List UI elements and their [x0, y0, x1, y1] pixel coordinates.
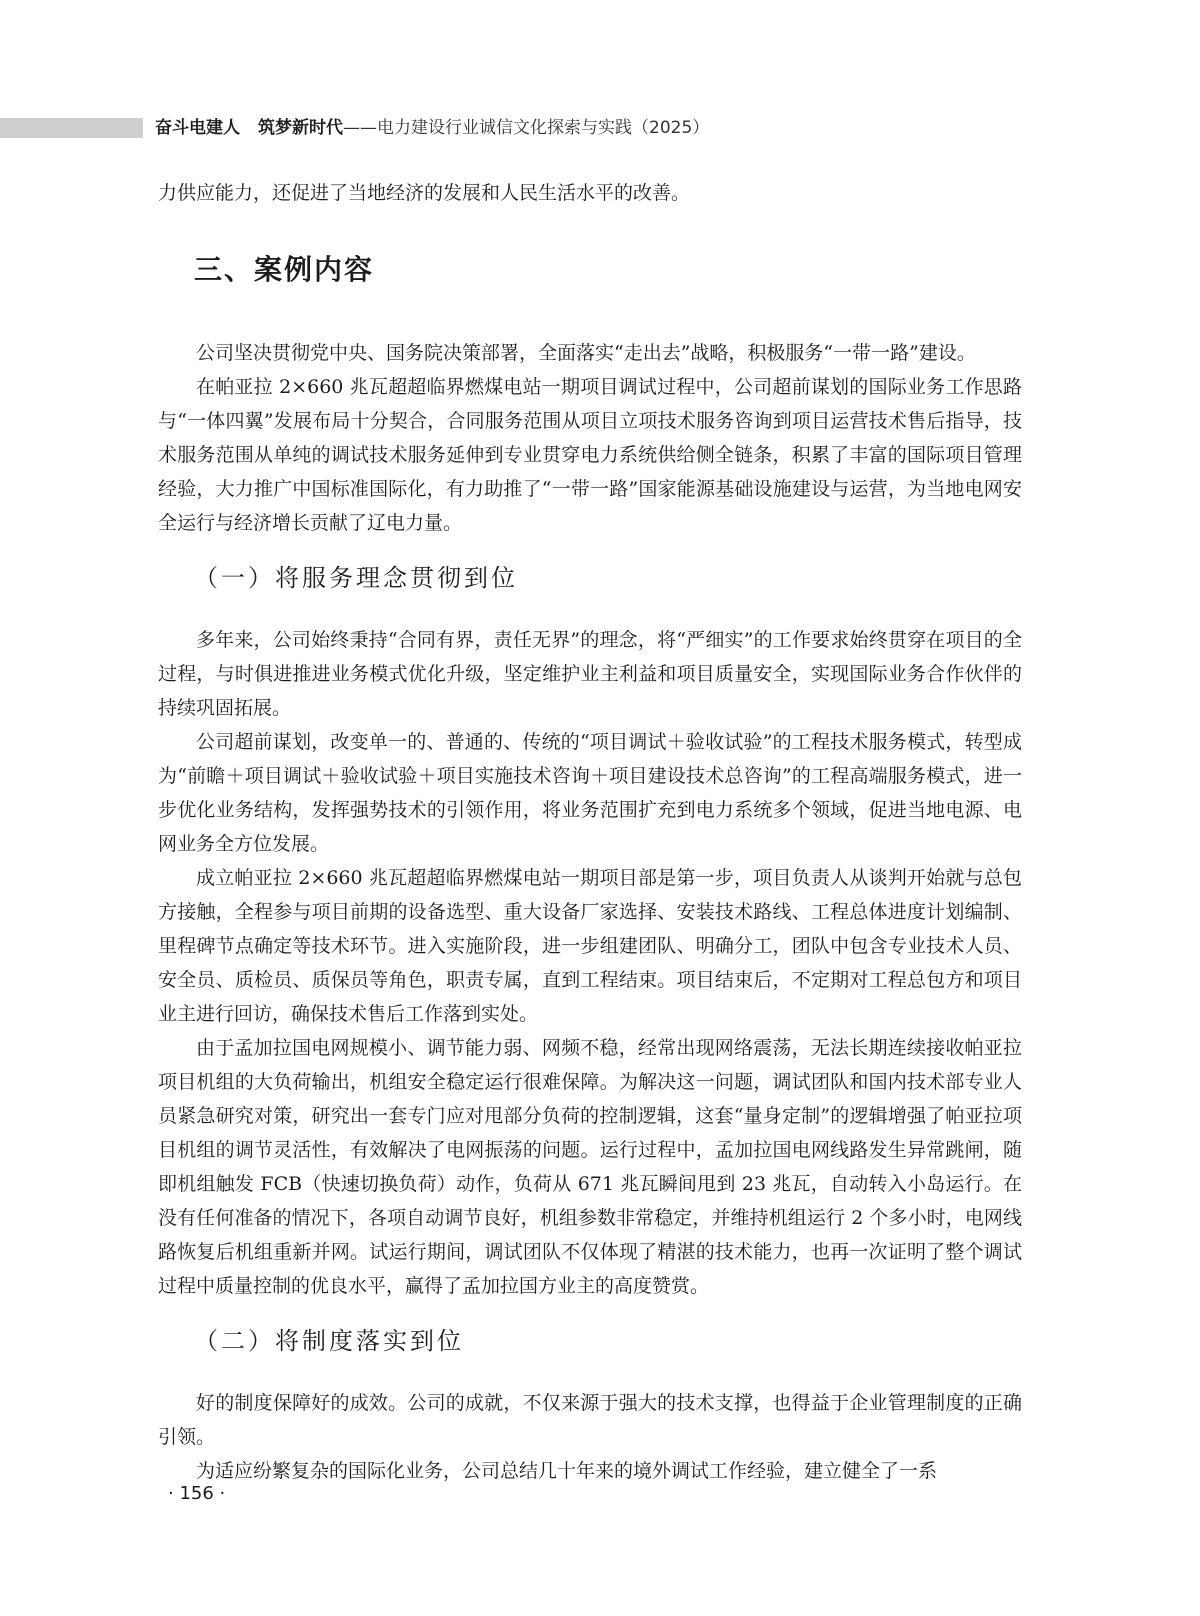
paragraph: 公司超前谋划，改变单一的、普通的、传统的“项目调试＋验收试验”的工程技术服务模式，转型成为“前瞻＋项目调试＋验收试验＋项目实施技术咨询＋项目建设技术总咨询”的工程高端服务模式，进一步优化业务结构，发挥强势技术的引领作用，将业务范围扩充到电力系统多个领域，促进当地电源、电网业务全方位发展。: [158, 731, 1022, 855]
paragraph: 成立帕亚拉 2×660 兆瓦超超临界燃煤电站一期项目部是第一步，项目负责人从谈判开始就与总包方接触，全程参与项目前期的设备选型、重大设备厂家选择、安装技术路线、工程总体进度计划编制、里程碑节点确定等技术环节。进入实施阶段，进一步组建团队、明确分工，团队中包含专业技术人员、安全员、质检员、质保员等角色，职责专属，直到工程结束。项目结束后，不定期对工程总包方和项目业主进行回访，确保技术售后工作落到实处。: [158, 867, 1022, 1025]
paragraph-continued: 力供应能力，还促进了当地经济的发展和人民生活水平的改善。: [158, 182, 691, 204]
subsection-heading-1: （一）将服务理念贯彻到位: [194, 564, 518, 592]
section-heading-3: 三、案例内容: [194, 253, 375, 286]
page-number: · 156 ·: [168, 1483, 226, 1504]
paragraph: 多年来，公司始终秉持“合同有界，责任无界”的理念，将“严细实”的工作要求始终贯穿在项目的全过程，与时俱进推进业务模式优化升级，坚定维护业主利益和项目质量安全，实现国际业务合作伙伴的持续巩固拓展。: [158, 629, 1022, 719]
paragraph: 好的制度保障好的成效。公司的成就，不仅来源于强大的技术支撑，也得益于企业管理制度的正确引领。: [158, 1392, 1022, 1448]
header-gray-bar: [0, 118, 143, 138]
header-title-part-2: 筑梦新时代: [258, 118, 343, 138]
header-title-part-1: 奋斗电建人: [155, 118, 240, 138]
page-body: [158, 176, 1022, 1488]
paragraph: 由于孟加拉国电网规模小、调节能力弱、网频不稳，经常出现网络震荡，无法长期连续接收帕亚拉项目机组的大负荷输出，机组安全稳定运行很难保障。为解决这一问题，调试团队和国内技术部专业人员紧急研究对策，研究出一套专门应对甩部分负荷的控制逻辑，这套“量身定制”的逻辑增强了帕亚拉项目机组的调节灵活性，有效解决了电网振荡的问题。运行过程中，孟加拉国电网线路发生异常跳闸，随即机组触发 FCB（快速切换负荷）动作，负荷从 671 兆瓦瞬间甩到 23 兆瓦，自动转入小岛运行。在没有任何准备的情况下，各项自动调节良好，机组参数非常稳定，并维持机组运行 2 个多小时，电网线路恢复后机组重新并网。试运行期间，调试团队不仅体现了精湛的技术能力，也再一次证明了整个调试过程中质量控制的优良水平，赢得了孟加拉国方业主的高度赞赏。: [158, 1037, 1022, 1297]
running-header: [155, 116, 1155, 140]
header-subtitle: ——电力建设行业诚信文化探索与实践（2025）: [343, 118, 710, 138]
paragraph: 为适应纷繁复杂的国际化业务，公司总结几十年来的境外调试工作经验，建立健全了一系: [196, 1460, 938, 1482]
paragraph: 在帕亚拉 2×660 兆瓦超超临界燃煤电站一期项目调试过程中，公司超前谋划的国际业务工作思路与“一体四翼”发展布局十分契合，合同服务范围从项目立项技术服务咨询到项目运营技术售后指导，技术服务范围从单纯的调试技术服务延伸到专业贯穿电力系统供给侧全链条，积累了丰富的国际项目管理经验，大力推广中国标准国际化，有力助推了“一带一路”国家能源基础设施建设与运营，为当地电网安全运行与经济增长贡献了辽电力量。: [158, 376, 1022, 534]
paragraph: 公司坚决贯彻党中央、国务院决策部署，全面落实“走出去”战略，积极服务“一带一路”建设。: [196, 342, 976, 364]
subsection-heading-2: （二）将制度落实到位: [194, 1327, 464, 1355]
